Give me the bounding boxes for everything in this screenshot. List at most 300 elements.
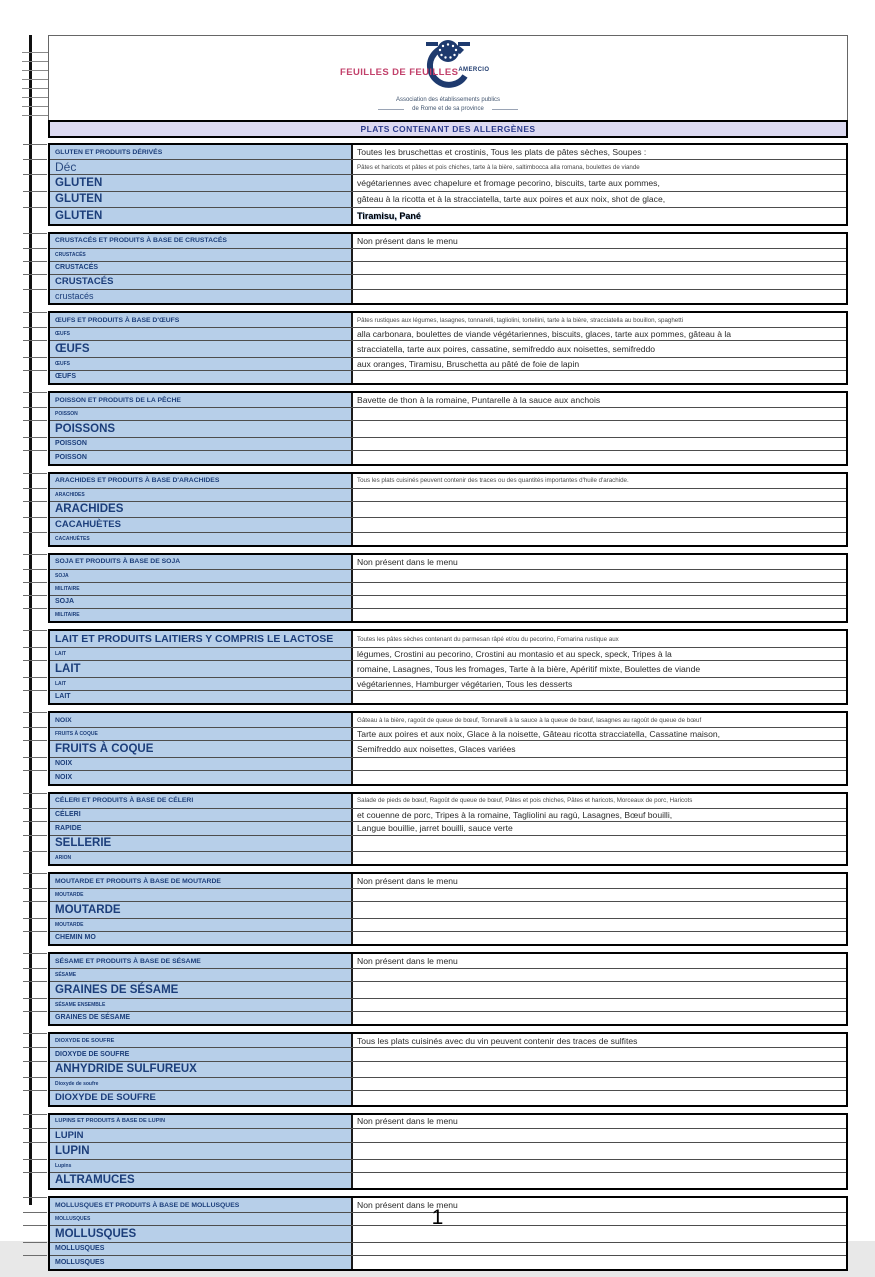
table-row — [50, 207, 846, 224]
allergen-name-cell — [50, 371, 353, 384]
allergen-label: RAPIDE — [55, 824, 82, 832]
allergen-name-cell — [50, 533, 353, 545]
dish-list-cell — [353, 889, 846, 901]
dish-list-cell: légumes, Crostini au pecorino, Crostini au montasio et au speck, speck, Tripes à la — [353, 648, 846, 660]
table-row — [50, 835, 846, 852]
allergen-section — [48, 232, 848, 306]
allergen-name-cell — [50, 691, 353, 704]
dish-list-cell — [353, 969, 846, 981]
table-row — [50, 968, 846, 981]
allergen-label: ŒUFS — [55, 342, 90, 355]
table-row — [50, 1242, 846, 1256]
allergen-name-cell — [50, 1062, 353, 1078]
dish-list-cell — [353, 982, 846, 998]
table-row — [50, 901, 846, 918]
allergen-name-cell — [50, 728, 353, 740]
allergen-label: CRUSTACÉS — [55, 264, 99, 272]
table-row — [50, 532, 846, 545]
allergen-label: LAIT — [55, 680, 67, 687]
allergen-name-cell — [50, 192, 353, 208]
allergen-label: POISSON ET PRODUITS DE LA PÊCHE — [55, 396, 181, 404]
allergen-label: ARACHIDES — [55, 491, 85, 498]
allergen-label: MOUTARDE — [55, 921, 84, 928]
allergen-name-cell — [50, 1012, 353, 1025]
allergen-label: MOLLUSQUES — [55, 1227, 137, 1240]
table-row — [50, 1255, 846, 1269]
allergen-section — [48, 629, 848, 705]
allergen-label: GLUTEN — [55, 176, 103, 189]
left-frame-line — [29, 35, 32, 1205]
allergen-label: SOJA — [55, 572, 69, 579]
table-row — [50, 357, 846, 370]
page-number: 1 — [431, 1206, 444, 1229]
dish-list-cell — [353, 1091, 846, 1105]
table-row — [50, 261, 846, 275]
dish-list-cell — [353, 1062, 846, 1078]
dish-list-cell — [353, 451, 846, 464]
dish-list-cell: Pâtes et haricots et pâtes et pois chiches, tarte à la bière, saltimbocca alla romana, boulettes de viande — [353, 160, 846, 174]
allergen-label: NOIX — [55, 716, 72, 724]
dish-list-cell: Non présent dans le menu — [353, 1115, 846, 1128]
dish-list-cell — [353, 1129, 846, 1143]
dish-list-cell — [353, 518, 846, 532]
letterhead — [48, 35, 848, 120]
allergen-label: MOLLUSQUES ET PRODUITS À BASE DE MOLLUSQUES — [55, 1201, 240, 1209]
underline-mark-right — [492, 104, 518, 110]
table-row — [50, 569, 846, 582]
dish-list-cell — [353, 836, 846, 852]
allergen-label: FRUITS À COQUE — [55, 742, 154, 755]
allergen-header-cell — [50, 874, 353, 888]
allergen-label: CACAHUÈTES — [55, 519, 121, 531]
dish-list-cell — [353, 262, 846, 275]
table-row — [50, 740, 846, 757]
section-header-row — [50, 1115, 846, 1128]
table-row — [50, 450, 846, 464]
allergen-section — [48, 1032, 848, 1107]
allergen-label: LAIT — [55, 651, 67, 657]
table-row — [50, 340, 846, 357]
dish-list-cell: Pâtes rustiques aux légumes, lasagnes, tonnarelli, tagliolini, tortellini, tarte à la bière, stracciatella au bouillon, spaghetti — [353, 313, 846, 327]
section-header-row — [50, 954, 846, 968]
allergen-label: POISSONS — [55, 422, 116, 435]
dish-list-cell — [353, 502, 846, 518]
allergen-header-cell — [50, 631, 353, 647]
table-row — [50, 1011, 846, 1025]
allergen-section — [48, 391, 848, 466]
allergen-label: MOLLUSQUES — [55, 1258, 105, 1266]
dish-list-cell — [353, 1143, 846, 1159]
allergen-name-cell — [50, 518, 353, 532]
section-header-row — [50, 555, 846, 569]
table-row — [50, 1142, 846, 1159]
allergen-name-cell — [50, 889, 353, 901]
allergen-name-cell — [50, 678, 353, 690]
dish-list-cell: et couenne de porc, Tripes à la romaine, Tagliolini au ragù, Lasagnes, Bœuf bouilli, — [353, 809, 846, 822]
allergen-label: DIOXYDE DE SOUFRE — [55, 1092, 156, 1104]
allergen-name-cell — [50, 809, 353, 822]
allergen-name-cell — [50, 1129, 353, 1143]
allergen-label: ANHYDRIDE SULFUREUX — [55, 1063, 197, 1076]
document-title-banner: PLATS CONTENANT DES ALLERGÈNES — [48, 120, 848, 138]
dish-list-cell: végétariennes, Hamburger végétarien, Tous les desserts — [353, 678, 846, 690]
allergen-label: GRAINES DE SÉSAME — [55, 1014, 131, 1022]
table-row — [50, 420, 846, 437]
allergen-header-cell — [50, 713, 353, 727]
table-row — [50, 407, 846, 420]
table-row — [50, 1061, 846, 1078]
allergen-name-cell — [50, 919, 353, 931]
allergen-label: ŒUFS — [55, 373, 76, 381]
allergen-name-cell — [50, 852, 353, 864]
allergen-label: Déc — [55, 160, 77, 174]
allergen-label: SÉSAME ENSEMBLE — [55, 1001, 106, 1008]
allergen-label: LUPINS ET PRODUITS À BASE DE LUPIN — [55, 1118, 166, 1124]
allergen-label: NOIX — [55, 760, 73, 768]
logo-wordmark-sup: AMERCIO — [458, 67, 490, 73]
allergen-name-cell — [50, 836, 353, 852]
allergen-section — [48, 472, 848, 547]
allergen-label: LAIT ET PRODUITS LAITIERS Y COMPRIS LE LACTOSE — [55, 633, 334, 645]
allergen-label: GRAINES DE SÉSAME — [55, 983, 179, 996]
allergen-label: POISSON — [55, 453, 87, 461]
allergen-header-cell — [50, 313, 353, 327]
allergen-label: GLUTEN — [55, 193, 103, 206]
table-row — [50, 1172, 846, 1189]
dish-list-cell — [353, 275, 846, 289]
allergen-label: MOUTARDE ET PRODUITS À BASE DE MOUTARDE — [55, 877, 221, 885]
dish-list-cell: Non présent dans le menu — [353, 234, 846, 248]
allergen-label: SÉSAME — [55, 972, 77, 978]
allergen-label: FRUITS À COQUE — [55, 731, 98, 737]
dish-list-cell — [353, 249, 846, 261]
dish-list-cell: Semifreddo aux noisettes, Glaces variées — [353, 741, 846, 757]
allergen-section — [48, 872, 848, 946]
section-header-row — [50, 1034, 846, 1047]
table-row — [50, 660, 846, 677]
allergen-name-cell — [50, 249, 353, 261]
section-header-row — [50, 794, 846, 808]
allergen-header-cell — [50, 145, 353, 159]
allergen-section — [48, 553, 848, 624]
dish-list-cell — [353, 852, 846, 864]
table-row — [50, 501, 846, 518]
table-row — [50, 1128, 846, 1143]
allergen-name-cell — [50, 421, 353, 437]
allergen-label: CRUSTACÉS — [55, 276, 114, 288]
allergen-table — [48, 143, 848, 1271]
allergen-label: MILITAIRE — [55, 612, 80, 618]
table-row — [50, 770, 846, 784]
allergen-section — [48, 1113, 848, 1191]
allergen-name-cell — [50, 502, 353, 518]
allergen-label: ŒUFS — [55, 360, 70, 367]
dish-list-cell — [353, 902, 846, 918]
allergen-name-cell — [50, 328, 353, 340]
allergen-label: LAIT — [55, 662, 81, 675]
dish-list-cell: Non présent dans le menu — [353, 555, 846, 569]
dish-list-cell — [353, 1256, 846, 1269]
dish-list-cell — [353, 771, 846, 784]
allergen-name-cell — [50, 982, 353, 998]
dish-list-cell — [353, 919, 846, 931]
allergen-name-cell — [50, 822, 353, 835]
allergen-name-cell — [50, 902, 353, 918]
allergen-label: MOLLUSQUES — [55, 1216, 91, 1222]
allergen-name-cell — [50, 1173, 353, 1189]
dish-list-cell — [353, 1012, 846, 1025]
table-row — [50, 931, 846, 945]
dish-list-cell — [353, 999, 846, 1011]
table-row — [50, 1090, 846, 1105]
dish-list-cell: gâteau à la ricotta et à la stracciatella, tarte aux poires et aux noix, shot de glace, — [353, 192, 846, 208]
allergen-name-cell — [50, 609, 353, 621]
allergen-name-cell — [50, 489, 353, 501]
dish-list-cell — [353, 1173, 846, 1189]
allergen-header-cell — [50, 234, 353, 248]
allergen-name-cell — [50, 175, 353, 191]
table-row — [50, 647, 846, 660]
allergen-label: LUPIN — [55, 1144, 90, 1157]
dish-list-cell: alla carbonara, boulettes de viande végétariennes, biscuits, glaces, tarte aux pommes, gâteau à la — [353, 328, 846, 340]
allergen-name-cell — [50, 999, 353, 1011]
table-row — [50, 289, 846, 304]
section-header-row — [50, 234, 846, 248]
allergen-section — [48, 311, 848, 385]
allergen-label: SÉSAME ET PRODUITS À BASE DE SÉSAME — [55, 957, 201, 965]
dish-list-cell — [353, 1243, 846, 1256]
allergen-name-cell — [50, 583, 353, 595]
allergen-header-cell — [50, 954, 353, 968]
allergen-section — [48, 792, 848, 867]
section-header-row — [50, 874, 846, 888]
allergen-label: CÉLERI ET PRODUITS À BASE DE CÉLERI — [55, 797, 194, 804]
allergen-name-cell — [50, 438, 353, 451]
allergen-label: ARACHIDES ET PRODUITS À BASE D'ARACHIDES — [55, 477, 220, 484]
allergen-label: ALTRAMUCES — [55, 1174, 135, 1187]
dish-list-cell — [353, 371, 846, 384]
table-row — [50, 248, 846, 261]
dish-list-cell: Non présent dans le menu — [353, 874, 846, 888]
table-row — [50, 1047, 846, 1061]
table-row — [50, 370, 846, 384]
logo-wordmark: FEUILLES DE $FEUILLES^{AMERCIO}$ — [340, 67, 490, 79]
allergen-name-cell — [50, 208, 353, 224]
allergen-name-cell — [50, 1048, 353, 1061]
allergen-header-cell — [50, 794, 353, 808]
table-row — [50, 174, 846, 191]
dish-list-cell: aux oranges, Tiramisu, Bruschetta au pâté de foie de lapin — [353, 358, 846, 370]
table-row — [50, 1077, 846, 1090]
section-header-row — [50, 474, 846, 488]
organization-logo — [328, 38, 568, 96]
allergen-name-cell — [50, 1143, 353, 1159]
table-row — [50, 191, 846, 208]
allergen-label: GLUTEN ET PRODUITS DÉRIVÉS — [55, 148, 163, 156]
dish-list-cell: végétariennes avec chapelure et fromage pecorino, biscuits, tarte aux pommes, — [353, 175, 846, 191]
allergen-name-cell — [50, 1091, 353, 1105]
table-row — [50, 488, 846, 501]
allergen-section — [48, 952, 848, 1026]
dish-list-cell — [353, 408, 846, 420]
dish-list-cell — [353, 932, 846, 945]
table-row — [50, 851, 846, 864]
dish-list-cell — [353, 570, 846, 582]
allergen-name-cell — [50, 275, 353, 289]
allergen-label: CRUSTACÉS — [55, 251, 86, 258]
dish-list-cell: Tous les plats cuisinés avec du vin peuvent contenir des traces de sulfites — [353, 1034, 846, 1047]
dish-list-cell — [353, 1048, 846, 1061]
table-row — [50, 595, 846, 609]
allergen-label: CHEMIN MO — [55, 934, 96, 942]
table-row — [50, 727, 846, 740]
allergen-label: MOLLUSQUES — [55, 1245, 105, 1253]
allergen-label: GLUTEN — [55, 209, 103, 222]
table-row — [50, 582, 846, 595]
dish-list-cell — [353, 421, 846, 437]
allergen-header-cell — [50, 1115, 353, 1128]
table-row — [50, 888, 846, 901]
allergen-label: CRUSTACÉS ET PRODUITS À BASE DE CRUSTACÉS — [55, 237, 227, 244]
letterhead-subtitle-1: Association des établissements publics — [395, 97, 501, 103]
dish-list-cell: Tous les plats cuisinés peuvent contenir des traces ou des quantités importantes d'huile d'arachide. — [353, 474, 846, 488]
allergen-name-cell — [50, 1256, 353, 1269]
allergen-name-cell — [50, 661, 353, 677]
dish-list-cell: romaine, Lasagnes, Tous les fromages, Tarte à la bière, Apéritif mixte, Boulettes de viande — [353, 661, 846, 677]
dish-list-cell: Tarte aux poires et aux noix, Glace à la noisette, Gâteau ricotta stracciatella, Cassatine maison, — [353, 728, 846, 740]
table-row — [50, 677, 846, 690]
allergen-name-cell — [50, 932, 353, 945]
table-row — [50, 998, 846, 1011]
dish-list-cell — [353, 1160, 846, 1172]
allergen-header-cell — [50, 1034, 353, 1047]
allergen-label: ŒUFS — [55, 331, 70, 337]
dish-list-cell: Toutes les pâtes sèches contenant du parmesan râpé et/ou du pecorino, Fornarina rustique aux — [353, 631, 846, 647]
allergen-section — [48, 711, 848, 786]
allergen-label: ŒUFS ET PRODUITS À BASE D'ŒUFS — [55, 316, 180, 324]
section-header-row — [50, 713, 846, 727]
allergen-label: POISSON — [55, 411, 78, 417]
dish-list-cell: Langue bouillie, jarret bouilli, sauce verte — [353, 822, 846, 835]
section-header-row — [50, 145, 846, 159]
allergen-name-cell — [50, 969, 353, 981]
dish-list-cell: Salade de pieds de bœuf, Ragoût de queue de bœuf, Pâtes et pois chiches, Pâtes et haricots, Morceaux de porc, Haricots — [353, 794, 846, 808]
allergen-label: MILITAIRE — [55, 585, 80, 592]
allergen-name-cell — [50, 771, 353, 784]
allergen-name-cell — [50, 408, 353, 420]
allergen-name-cell — [50, 1078, 353, 1090]
allergen-label: crustacés — [55, 291, 94, 302]
dish-list-cell — [353, 290, 846, 304]
allergen-header-cell — [50, 474, 353, 488]
allergen-name-cell — [50, 570, 353, 582]
allergen-label: POISSON — [55, 440, 87, 448]
allergen-label: LAIT — [55, 693, 71, 701]
table-row — [50, 517, 846, 532]
dish-list-cell — [353, 489, 846, 501]
table-row — [50, 757, 846, 771]
allergen-label: LUPIN — [55, 1129, 84, 1141]
allergen-label: ARACHIDES — [55, 503, 124, 516]
table-row — [50, 918, 846, 931]
table-row — [50, 981, 846, 998]
allergen-name-cell — [50, 358, 353, 370]
section-header-row — [50, 631, 846, 647]
spreadsheet-row-stubs — [22, 44, 48, 122]
allergen-header-cell — [50, 555, 353, 569]
section-header-row — [50, 393, 846, 407]
allergen-name-cell — [50, 741, 353, 757]
allergen-label: SOJA ET PRODUITS À BASE DE SOJA — [55, 558, 181, 565]
allergen-name-cell — [50, 290, 353, 304]
letterhead-subtitle-2: de Rome et de sa province — [370, 104, 526, 113]
allergen-label: CACAHUÈTES — [55, 535, 90, 542]
dish-list-cell — [353, 596, 846, 609]
table-row — [50, 608, 846, 621]
allergen-label: SOJA — [55, 598, 75, 606]
dish-list-cell — [353, 438, 846, 451]
table-row — [50, 274, 846, 289]
allergen-label: SELLERIE — [55, 837, 112, 850]
table-row — [50, 159, 846, 174]
allergen-label: DIOXYDE DE SOUFRE — [55, 1037, 115, 1044]
dish-list-cell: Non présent dans le menu — [353, 1198, 846, 1212]
allergen-name-cell — [50, 1243, 353, 1256]
dish-list-cell: Non présent dans le menu — [353, 954, 846, 968]
allergen-name-cell — [50, 341, 353, 357]
allergen-label: ARION — [55, 855, 72, 861]
allergen-label: MOUTARDE — [55, 892, 84, 898]
allergen-label: Dioxyde de soufre — [55, 1081, 99, 1087]
allergen-header-cell — [50, 393, 353, 407]
dish-list-cell — [353, 533, 846, 545]
page-footer — [0, 1206, 875, 1230]
allergen-section — [48, 143, 848, 226]
table-row — [50, 437, 846, 451]
document-body — [48, 35, 848, 1277]
dish-list-cell: stracciatella, tarte aux poires, cassatine, semifreddo aux noisettes, semifreddo — [353, 341, 846, 357]
allergen-label: Lupins — [55, 1162, 72, 1169]
underline-mark-left — [378, 104, 404, 110]
allergen-name-cell — [50, 160, 353, 174]
dish-list-cell — [353, 583, 846, 595]
allergen-name-cell — [50, 758, 353, 771]
dish-list-cell: Toutes les bruschettas et crostinis, Tous les plats de pâtes sèches, Soupes : — [353, 145, 846, 159]
table-row — [50, 690, 846, 704]
dish-list-cell — [353, 758, 846, 771]
dish-list-cell — [353, 1078, 846, 1090]
table-row — [50, 327, 846, 340]
dish-list-cell: Tiramisu, Pané — [353, 208, 846, 224]
allergen-label: CÉLERI — [55, 811, 81, 819]
allergen-name-cell — [50, 262, 353, 275]
table-row — [50, 821, 846, 835]
dish-list-cell — [353, 691, 846, 704]
table-row — [50, 808, 846, 822]
allergen-name-cell — [50, 451, 353, 464]
allergen-label: NOIX — [55, 773, 73, 781]
dish-list-cell: Bavette de thon à la romaine, Puntarelle à la sauce aux anchois — [353, 393, 846, 407]
table-row — [50, 1159, 846, 1172]
allergen-label: MOUTARDE — [55, 903, 121, 916]
dish-list-cell — [353, 609, 846, 621]
dish-list-cell: Gâteau à la bière, ragoût de queue de bœuf, Tonnarelli à la sauce à la queue de bœuf, lasagnes au ragoût de queue de bœuf — [353, 713, 846, 727]
section-header-row — [50, 313, 846, 327]
allergen-name-cell — [50, 596, 353, 609]
allergen-name-cell — [50, 1160, 353, 1172]
allergen-name-cell — [50, 648, 353, 660]
allergen-label: DIOXYDE DE SOUFRE — [55, 1050, 130, 1058]
